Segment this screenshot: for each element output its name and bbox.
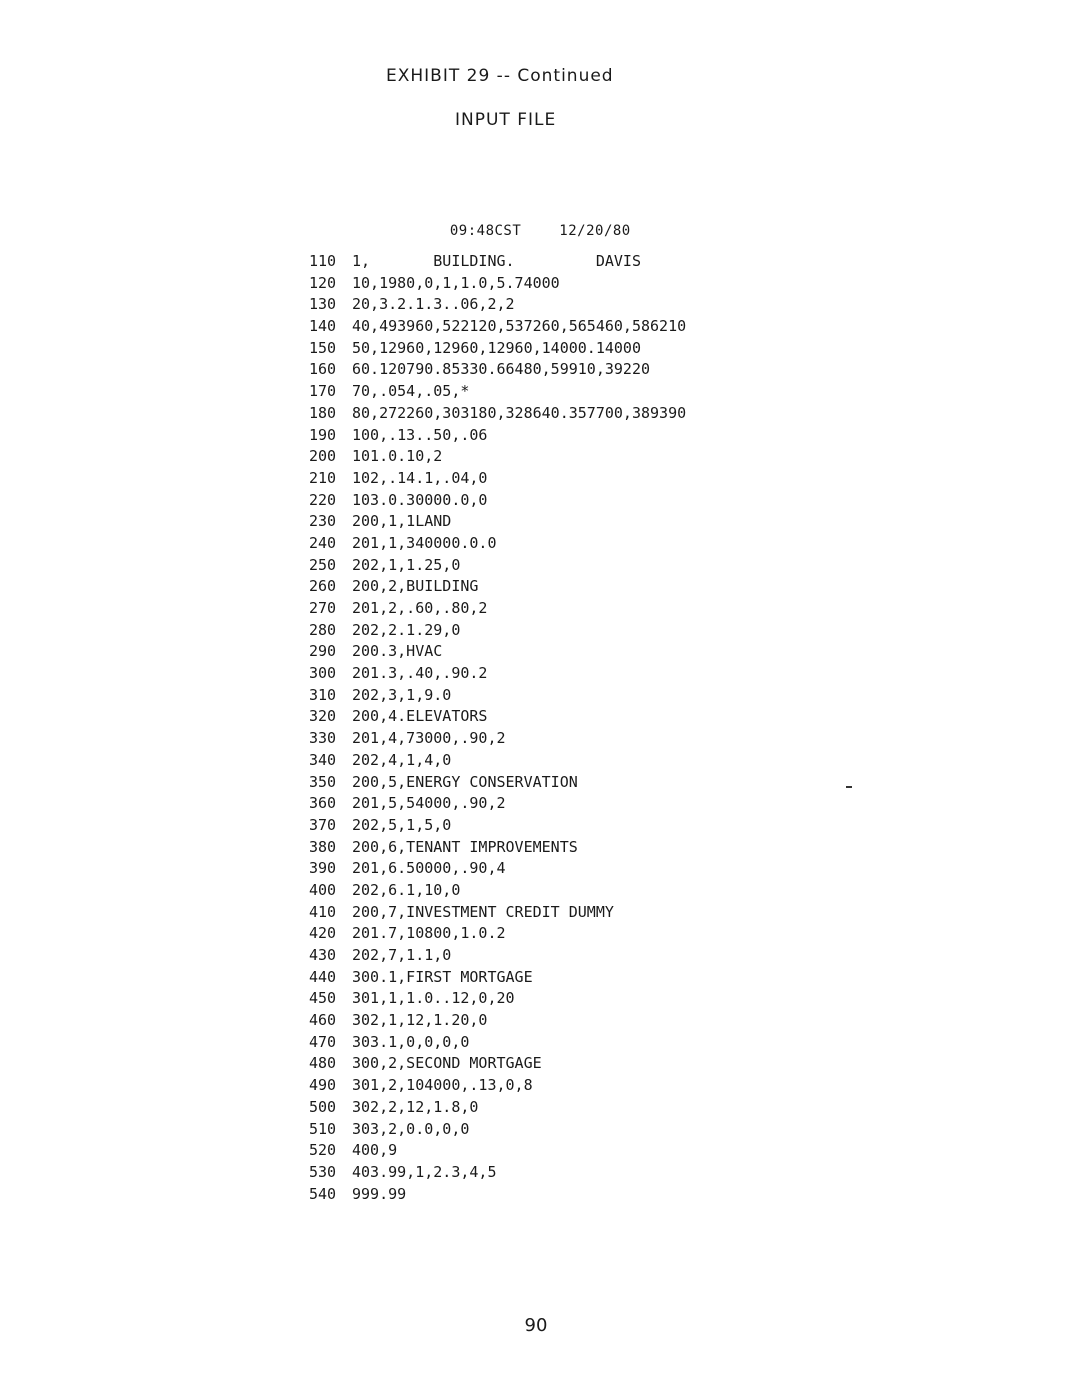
listing-line	[309, 468, 686, 490]
line-text: 302,2,12,1.8,0	[352, 1097, 479, 1116]
line-number: 450	[309, 989, 337, 1008]
line-text: 200,6,TENANT IMPROVEMENTS	[352, 837, 578, 856]
listing-line	[309, 1032, 686, 1054]
listing-line	[309, 663, 686, 685]
line-number: 390	[309, 859, 337, 878]
section-title: INPUT FILE	[455, 110, 557, 130]
line-number: 520	[309, 1141, 337, 1160]
line-text: 201.7,10800,1.0.2	[352, 924, 506, 943]
line-text: 20,3.2.1.3..06,2,2	[352, 295, 515, 314]
line-text: 400,9	[352, 1141, 398, 1160]
line-number: 280	[309, 620, 337, 639]
listing-line	[309, 403, 686, 425]
line-number: 300	[309, 664, 337, 683]
line-text: 301,2,104000,.13,0,8	[352, 1076, 533, 1095]
listing-line	[309, 425, 686, 447]
listing-line	[309, 750, 686, 772]
listing-line	[309, 837, 686, 859]
line-text: 80,272260,303180,328640.357700,389390	[352, 403, 687, 422]
listing-line	[309, 251, 686, 273]
line-text: 202,6.1,10,0	[352, 880, 461, 899]
line-text: 201,2,.60,.80,2	[352, 599, 488, 617]
line-number: 370	[309, 815, 337, 834]
line-text: 303,2,0.0,0,0	[352, 1119, 470, 1138]
listing-line	[309, 880, 686, 902]
line-number: 120	[309, 273, 337, 292]
listing-line	[309, 338, 686, 360]
line-number: 510	[309, 1119, 337, 1138]
line-number: 210	[309, 468, 337, 487]
listing-line	[309, 1097, 686, 1119]
line-number: 270	[309, 599, 337, 617]
line-number: 170	[309, 382, 337, 401]
exhibit-title: EXHIBIT 29 -- Continued	[386, 66, 614, 86]
line-text: 300,2,SECOND MORTGAGE	[352, 1054, 542, 1073]
line-number: 400	[309, 880, 337, 899]
line-number: 360	[309, 794, 337, 813]
line-number: 150	[309, 338, 337, 357]
line-text: 50,12960,12960,12960,14000.14000	[352, 338, 641, 357]
line-text: 403.99,1,2.3,4,5	[352, 1162, 497, 1181]
listing-line	[309, 490, 686, 512]
line-text: 200,5,ENERGY CONSERVATION	[352, 772, 578, 791]
line-number: 260	[309, 577, 337, 596]
listing-line	[309, 923, 686, 945]
line-number: 110	[309, 252, 337, 270]
line-text: 200,2,BUILDING	[352, 577, 479, 596]
line-text: 303.1,0,0,0,0	[352, 1032, 470, 1051]
line-number: 460	[309, 1011, 337, 1030]
line-text: 103.0.30000.0,0	[352, 490, 488, 509]
line-text: 301,1,1.0..12,0,20	[352, 989, 515, 1008]
line-text: 201.3,.40,.90.2	[352, 664, 488, 683]
listing-line	[309, 1184, 686, 1206]
timestamp	[432, 207, 631, 239]
listing-line	[309, 316, 686, 338]
listing-line	[309, 446, 686, 468]
line-text: 1, BUILDING. DAVIS	[352, 252, 641, 270]
line-text: 201,6.50000,.90,4	[352, 859, 506, 878]
line-number: 290	[309, 642, 337, 661]
line-text: 200,7,INVESTMENT CREDIT DUMMY	[352, 902, 614, 921]
line-text: 201,4,73000,.90,2	[352, 729, 506, 748]
line-number: 480	[309, 1054, 337, 1073]
line-number: 350	[309, 772, 337, 791]
listing-line	[309, 359, 686, 381]
listing-line	[309, 273, 686, 295]
listing-line	[309, 728, 686, 750]
line-text: 201,1,340000.0.0	[352, 533, 497, 552]
line-number: 200	[309, 447, 337, 466]
line-text: 200,1,1LAND	[352, 512, 452, 531]
line-number: 240	[309, 533, 337, 552]
line-number: 440	[309, 967, 337, 986]
listing-line	[309, 1140, 686, 1162]
listing-line	[309, 685, 686, 707]
listing-line	[309, 620, 686, 642]
line-number: 330	[309, 729, 337, 748]
line-number: 470	[309, 1032, 337, 1051]
listing-line	[309, 381, 686, 403]
line-text: 102,.14.1,.04,0	[352, 468, 488, 487]
line-number: 220	[309, 490, 337, 509]
stray-mark	[846, 786, 852, 788]
line-text: 201,5,54000,.90,2	[352, 794, 506, 813]
line-text: 10,1980,0,1,1.0,5.74000	[352, 273, 560, 292]
line-number: 310	[309, 685, 337, 704]
listing-line	[309, 1053, 686, 1075]
page-number: 90	[524, 1315, 548, 1336]
listing-line	[309, 641, 686, 663]
line-text: 202,1,1.25,0	[352, 555, 461, 574]
line-text: 202,5,1,5,0	[352, 815, 452, 834]
listing-line	[309, 967, 686, 989]
line-text: 70,.054,.05,*	[352, 382, 470, 401]
listing-line	[309, 533, 686, 555]
listing-line	[309, 793, 686, 815]
listing-line	[309, 902, 686, 924]
listing-line	[309, 772, 686, 794]
listing-line	[309, 706, 686, 728]
line-number: 180	[309, 403, 337, 422]
line-text: 202,4,1,4,0	[352, 750, 452, 769]
line-number: 540	[309, 1184, 337, 1203]
line-text: 202,3,1,9.0	[352, 685, 452, 704]
line-text: 300.1,FIRST MORTGAGE	[352, 967, 533, 986]
line-text: 202,7,1.1,0	[352, 946, 452, 964]
line-number: 160	[309, 360, 337, 379]
line-number: 130	[309, 295, 337, 314]
line-number: 490	[309, 1076, 337, 1095]
line-number: 250	[309, 555, 337, 574]
timestamp-time: 09:48CST	[449, 223, 522, 239]
line-text: 200,4.ELEVATORS	[352, 707, 488, 726]
listing-line	[309, 576, 686, 598]
line-text: 200.3,HVAC	[352, 642, 443, 661]
line-text: 302,1,12,1.20,0	[352, 1011, 488, 1030]
listing-line	[309, 858, 686, 880]
line-number: 230	[309, 512, 337, 531]
timestamp-date: 12/20/80	[559, 223, 631, 239]
listing-line	[309, 1162, 686, 1184]
listing-line	[309, 1010, 686, 1032]
line-number: 530	[309, 1162, 337, 1181]
input-file-listing	[309, 251, 686, 1205]
line-number: 410	[309, 902, 337, 921]
line-text: 100,.13..50,.06	[352, 425, 488, 444]
line-text: 202,2.1.29,0	[352, 620, 461, 639]
line-number: 380	[309, 837, 337, 856]
line-number: 430	[309, 946, 337, 964]
line-text: 40,493960,522120,537260,565460,586210	[352, 317, 687, 336]
listing-line	[309, 294, 686, 316]
listing-line	[309, 1075, 686, 1097]
line-number: 320	[309, 707, 337, 726]
line-text: 999.99	[352, 1184, 407, 1203]
line-number: 190	[309, 425, 337, 444]
listing-line	[309, 1119, 686, 1141]
listing-line	[309, 988, 686, 1010]
line-text: 60.120790.85330.66480,59910,39220	[352, 360, 651, 379]
listing-line	[309, 511, 686, 533]
line-text: 101.0.10,2	[352, 447, 443, 466]
listing-line	[309, 555, 686, 577]
listing-line	[309, 945, 686, 967]
line-number: 500	[309, 1097, 337, 1116]
line-number: 140	[309, 317, 337, 336]
listing-line	[309, 598, 686, 620]
line-number: 420	[309, 924, 337, 943]
line-number: 340	[309, 750, 337, 769]
listing-line	[309, 815, 686, 837]
